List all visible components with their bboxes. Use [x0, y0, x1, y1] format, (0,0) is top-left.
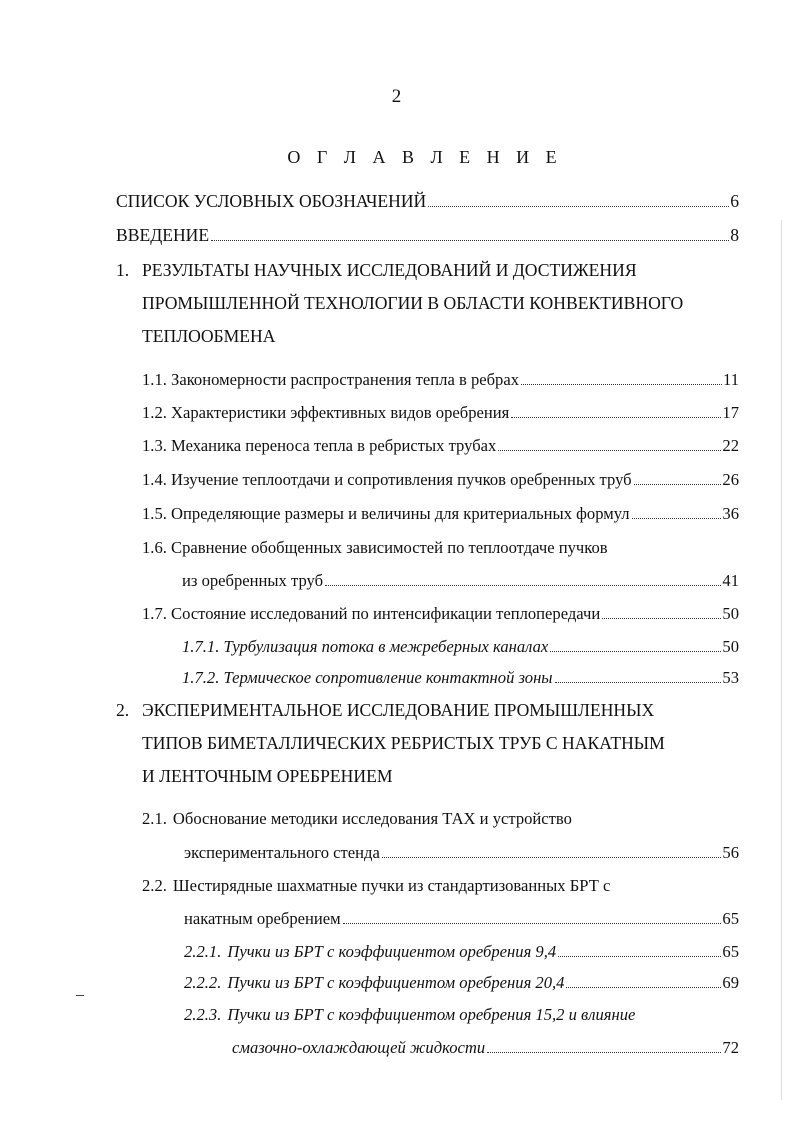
toc-entry-label: экспериментального стенда	[184, 843, 380, 862]
dot-leader	[428, 206, 729, 207]
scan-speck	[76, 995, 84, 996]
toc-entry-page: 65	[722, 942, 739, 961]
toc-entry-number: 2.1.	[142, 809, 167, 828]
toc-entry-label: 1.3. Механика переноса тепла в ребристых трубах	[142, 436, 497, 455]
dot-leader	[555, 682, 722, 683]
toc-entry-page: 17	[722, 403, 739, 422]
toc-entry-2-1[interactable]	[142, 808, 572, 830]
chapter-2-heading-line-3: И ЛЕНТОЧНЫМ ОРЕБРЕНИЕМ	[142, 766, 393, 786]
chapter-title-line: РЕЗУЛЬТАТЫ НАУЧНЫХ ИССЛЕДОВАНИЙ И ДОСТИЖЕНИЯ	[142, 260, 637, 280]
toc-entry-label: СПИСОК УСЛОВНЫХ ОБОЗНАЧЕНИЙ	[116, 191, 427, 211]
chapter-2-heading[interactable]	[116, 699, 654, 721]
toc-entry-label: из оребренных труб	[182, 571, 324, 590]
dot-leader	[550, 651, 721, 652]
toc-entry-1-6-continued[interactable]	[182, 570, 739, 592]
toc-entry-page: 69	[722, 973, 739, 992]
toc-entry-label: 1.6. Сравнение обобщенных зависимостей по теплоотдаче пучков	[142, 538, 608, 557]
toc-entry-label: Шестирядные шахматные пучки из стандартизованных БРТ с	[172, 876, 611, 895]
toc-entry-1-4[interactable]	[142, 469, 739, 491]
toc-entry-1-6[interactable]	[142, 537, 608, 559]
toc-entry-symbols[interactable]	[116, 190, 739, 212]
toc-entry-1-7-2[interactable]	[182, 667, 739, 689]
toc-entry-page: 11	[723, 370, 739, 389]
toc-entry-label: Пучки из БРТ с коэффициентом оребрения 9,4	[227, 942, 557, 961]
toc-entry-label: Обоснование методики исследования ТАХ и устройство	[172, 809, 572, 828]
toc-entry-number: 2.2.1.	[184, 942, 222, 961]
dot-leader	[632, 518, 722, 519]
chapter-1-heading[interactable]	[116, 259, 637, 281]
toc-entry-label: ВВЕДЕНИЕ	[116, 225, 210, 245]
toc-entry-label: накатным оребрением	[184, 909, 341, 928]
toc-entry-page: 6	[730, 191, 739, 211]
toc-entry-label: 1.4. Изучение теплоотдачи и сопротивления пучков оребренных труб	[142, 470, 632, 489]
chapter-title-line: ЭКСПЕРИМЕНТАЛЬНОЕ ИССЛЕДОВАНИЕ ПРОМЫШЛЕННЫХ	[142, 700, 655, 720]
toc-entry-label: Пучки из БРТ с коэффициентом оребрения 20,4	[227, 973, 565, 992]
dot-leader	[566, 987, 721, 988]
toc-entry-page: 72	[722, 1038, 739, 1057]
toc-entry-page: 22	[722, 436, 739, 455]
toc-entry-2-2[interactable]	[142, 875, 610, 897]
toc-entry-label: Пучки из БРТ с коэффициентом оребрения 15,2 и влияние	[227, 1005, 636, 1024]
toc-entry-label: смазочно-охлаждающей жидкости	[232, 1038, 486, 1057]
toc-entry-page: 8	[730, 225, 739, 245]
toc-entry-1-3[interactable]	[142, 435, 739, 457]
chapter-1-heading-line-2: ПРОМЫШЛЕННОЙ ТЕХНОЛОГИИ В ОБЛАСТИ КОНВЕКТИВНОГО	[142, 293, 684, 313]
toc-entry-1-2[interactable]	[142, 402, 739, 424]
toc-entry-number: 2.2.2.	[184, 973, 222, 992]
toc-entry-1-7-1[interactable]	[182, 636, 739, 658]
toc-entry-label: 1.7. Состояние исследований по интенсификации теплопередачи	[142, 604, 601, 623]
dot-leader	[382, 857, 722, 858]
dot-leader	[487, 1052, 721, 1053]
toc-entry-label: 1.7.1. Турбулизация потока в межреберных каналах	[182, 637, 549, 656]
dot-leader	[211, 240, 729, 241]
dot-leader	[558, 956, 721, 957]
chapter-2-heading-line-2: ТИПОВ БИМЕТАЛЛИЧЕСКИХ РЕБРИСТЫХ ТРУБ С НАКАТНЫМ	[142, 733, 665, 753]
toc-entry-page: 26	[722, 470, 739, 489]
toc-entry-1-5[interactable]	[142, 503, 739, 525]
chapter-number: 1.	[116, 260, 130, 280]
dot-leader	[498, 450, 721, 451]
dot-leader	[511, 417, 721, 418]
toc-entry-label: 1.7.2. Термическое сопротивление контактной зоны	[182, 668, 553, 687]
toc-entry-page: 53	[722, 668, 739, 687]
toc-entry-page: 50	[722, 637, 739, 656]
toc-entry-2-2-3[interactable]	[184, 1004, 635, 1026]
toc-entry-2-2-3-continued[interactable]	[232, 1037, 739, 1059]
toc-entry-label: 1.5. Определяющие размеры и величины для критериальных формул	[142, 504, 630, 523]
toc-entry-1-7[interactable]	[142, 603, 739, 625]
toc-entry-page: 65	[722, 909, 739, 928]
toc-entry-2-2-2[interactable]	[184, 972, 739, 994]
dot-leader	[325, 585, 721, 586]
dot-leader	[521, 384, 722, 385]
toc-title: О Г Л А В Л Е Н И Е	[287, 147, 563, 167]
dot-leader	[602, 618, 721, 619]
dot-leader	[343, 923, 722, 924]
toc-entry-number: 2.2.	[142, 876, 167, 895]
toc-entry-2-2-continued[interactable]	[184, 908, 739, 930]
toc-entry-intro[interactable]	[116, 224, 739, 246]
toc-entry-number: 2.2.3.	[184, 1005, 222, 1024]
scan-edge-line	[781, 220, 782, 1100]
toc-entry-page: 36	[722, 504, 739, 523]
toc-entry-label: 1.1. Закономерности распространения тепла в ребрах	[142, 370, 520, 389]
toc-entry-page: 50	[722, 604, 739, 623]
dot-leader	[634, 484, 722, 485]
page-number: 2	[391, 86, 402, 107]
toc-entry-page: 41	[722, 571, 739, 590]
toc-entry-1-1[interactable]	[142, 369, 739, 391]
chapter-1-heading-line-3: ТЕПЛООБМЕНА	[142, 326, 276, 346]
chapter-number: 2.	[116, 700, 130, 720]
toc-entry-2-1-continued[interactable]	[184, 842, 739, 864]
toc-entry-label: 1.2. Характеристики эффективных видов оребрения	[142, 403, 510, 422]
toc-entry-2-2-1[interactable]	[184, 941, 739, 963]
toc-entry-page: 56	[722, 843, 739, 862]
